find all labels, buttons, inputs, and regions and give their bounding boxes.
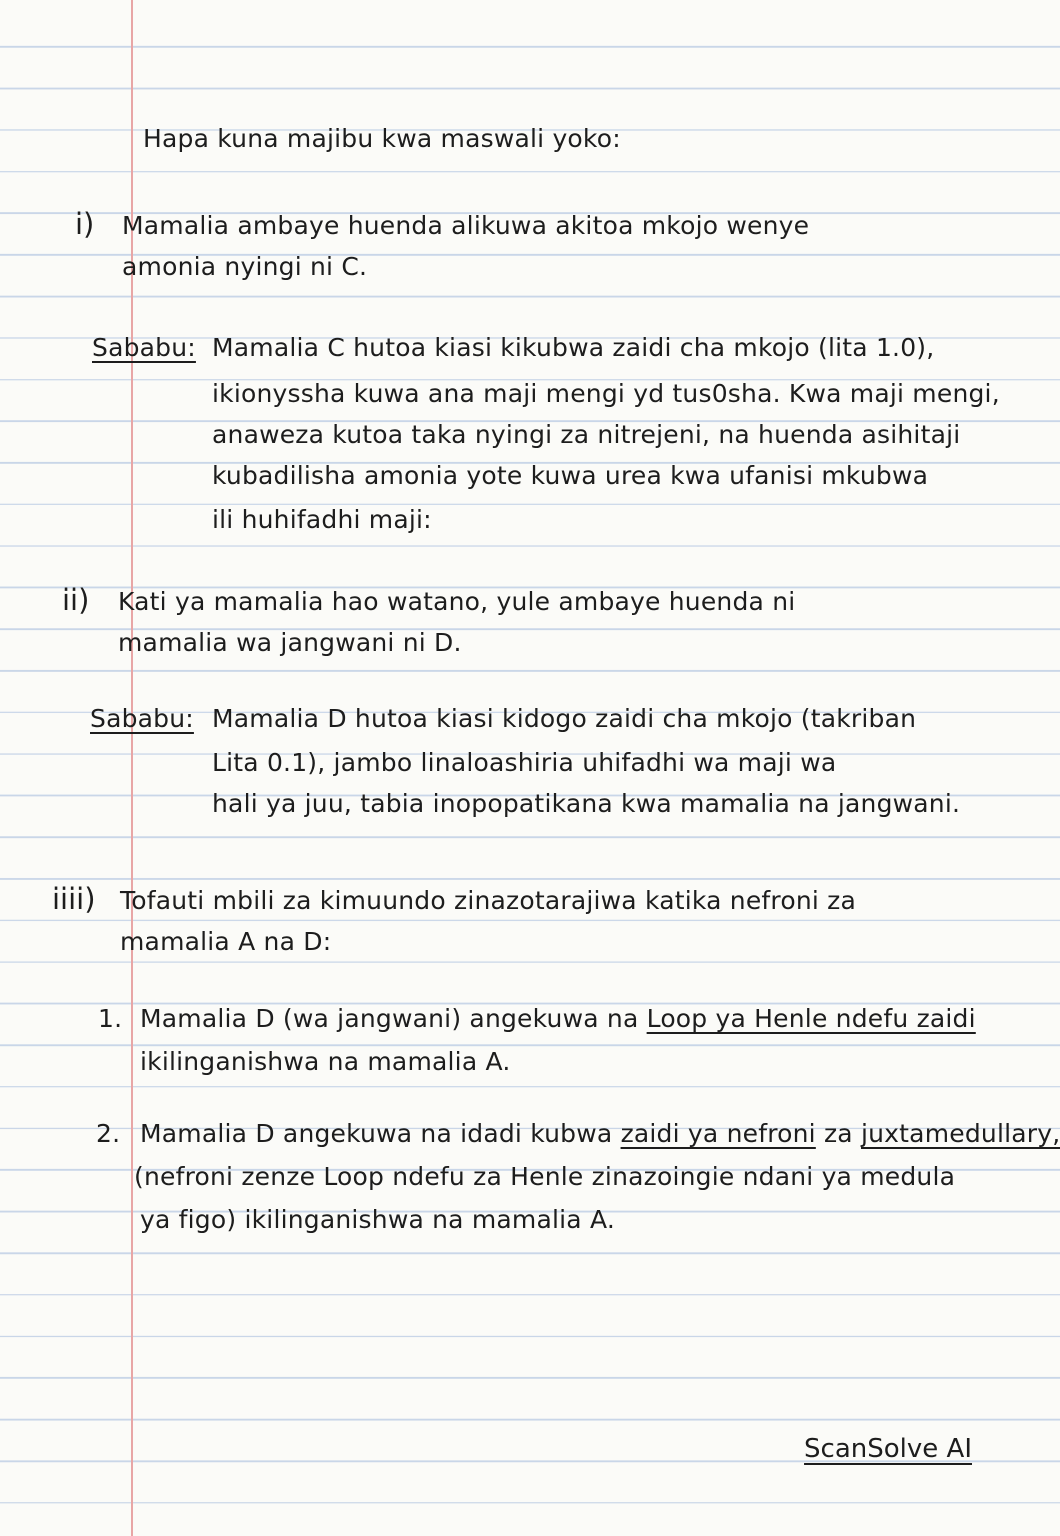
point-1-number: 1.: [98, 1004, 123, 1033]
q1-answer-line-2: amonia nyingi ni C.: [122, 252, 368, 281]
q2-reason-label: Sababu:: [90, 704, 194, 733]
q1-reason-label: Sababu:: [92, 333, 196, 362]
point-1-text: Mamalia D (wa jangwani) angekuwa na: [140, 1004, 639, 1033]
q1-reason-line-1: Mamalia C hutoa kiasi kikubwa zaidi cha mkojo (lita 1.0),: [212, 333, 935, 362]
q1-reason-line-3: anaweza kutoa taka nyingi za nitrejeni, na huenda asihitaji: [212, 420, 961, 449]
q3-answer-line-2: mamalia A na D:: [120, 927, 332, 956]
point-2-emphasis-2: juxtamedullary,: [860, 1119, 1060, 1148]
q1-reason-line-2: ikionyssha kuwa ana maji mengi yd tus0sha. Kwa maji mengi,: [212, 379, 1000, 408]
point-1-emphasis: Loop ya Henle ndefu zaidi: [646, 1004, 976, 1033]
q2-answer-line-2: mamalia wa jangwani ni D.: [118, 628, 462, 657]
intro-text: Hapa kuna majibu kwa maswali yoko:: [143, 124, 621, 153]
point-2-emphasis-1: zaidi ya nefroni: [620, 1119, 816, 1148]
point-2-line-3: ya figo) ikilinganishwa na mamalia A.: [140, 1205, 615, 1234]
q2-reason-line-1: Mamalia D hutoa kiasi kidogo zaidi cha mkojo (takriban: [212, 704, 917, 733]
q2-number: ii): [62, 583, 90, 617]
point-2-number: 2.: [96, 1119, 121, 1148]
footer-brand: ScanSolve AI: [804, 1434, 972, 1464]
q3-number: iiii): [52, 882, 96, 916]
point-1-line-1: [140, 1006, 976, 1031]
q2-answer-line-1: Kati ya mamalia hao watano, yule ambaye huenda ni: [118, 587, 796, 616]
q2-reason-line-3: hali ya juu, tabia inopopatikana kwa mamalia na jangwani.: [212, 789, 961, 818]
point-2-line-2: (nefroni zenze Loop ndefu za Henle zinazoingie ndani ya medula: [134, 1162, 956, 1191]
q1-reason-line-4: kubadilisha amonia yote kuwa urea kwa ufanisi mkubwa: [212, 461, 929, 490]
q2-reason-line-2: Lita 0.1), jambo linaloashiria uhifadhi wa maji wa: [212, 748, 837, 777]
point-2-line-1: [140, 1121, 1060, 1146]
point-2-text: Mamalia D angekuwa na idadi kubwa: [140, 1119, 613, 1148]
q1-number: i): [75, 207, 95, 241]
q1-reason-line-5: ili huhifadhi maji:: [212, 505, 432, 534]
point-2-text-mid: za: [823, 1119, 853, 1148]
q1-answer-line-1: Mamalia ambaye huenda alikuwa akitoa mkojo wenye: [122, 211, 810, 240]
q3-answer-line-1: Tofauti mbili za kimuundo zinazotarajiwa katika nefroni za: [120, 886, 857, 915]
point-1-line-2: ikilinganishwa na mamalia A.: [140, 1047, 511, 1076]
